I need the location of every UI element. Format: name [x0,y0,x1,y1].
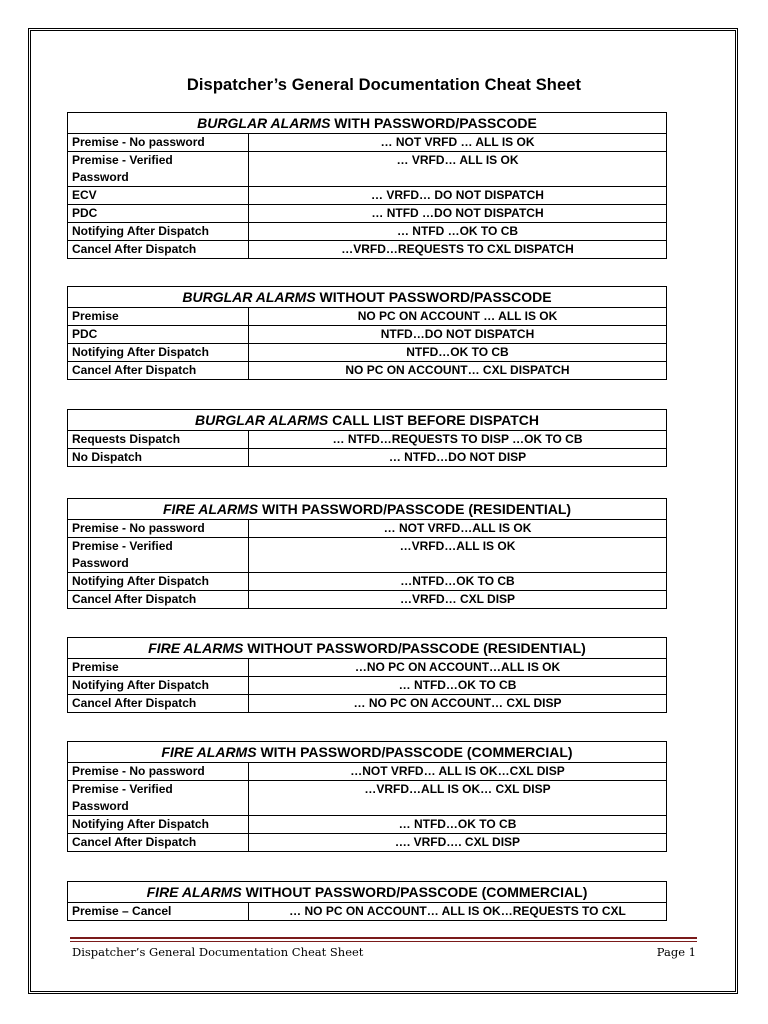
row-value: …NO PC ON ACCOUNT…ALL IS OK [249,659,667,677]
row-label: Premise - No password [68,763,249,781]
table-row [68,538,667,573]
table-row [68,205,667,223]
section-header-type: WITHOUT PASSWORD/PASSCODE (COMMERCIAL) [241,884,588,900]
section-header [68,113,667,134]
section-header-type: CALL LIST BEFORE DISPATCH [328,412,540,428]
section-table [67,409,667,467]
section-header-category: BURGLAR ALARMS [197,115,331,131]
table-row [68,677,667,695]
section-header [68,882,667,903]
row-value: NTFD…OK TO CB [249,344,667,362]
section-header [68,410,667,431]
table-row [68,326,667,344]
table-row [68,308,667,326]
row-label: Premise - Verified Password [68,538,249,573]
table-row [68,449,667,467]
page-title: Dispatcher’s General Documentation Cheat Sheet [186,76,582,94]
table-row [68,816,667,834]
row-value: NO PC ON ACCOUNT… CXL DISPATCH [249,362,667,380]
table-row [68,344,667,362]
row-value: NTFD…DO NOT DISPATCH [249,326,667,344]
table-row [68,241,667,259]
row-value: … NO PC ON ACCOUNT… CXL DISP [249,695,667,713]
section-table [67,498,667,609]
table-row [68,695,667,713]
table-row [68,134,667,152]
row-label: Premise - No password [68,520,249,538]
section-header-category: FIRE ALARMS [148,640,244,656]
row-value: …NTFD…OK TO CB [249,573,667,591]
table-row [68,152,667,187]
row-label: Premise [68,308,249,326]
row-label: Notifying After Dispatch [68,223,249,241]
section-header [68,638,667,659]
table-row [68,659,667,677]
row-label: Premise - Verified Password [68,781,249,816]
table-row [68,431,667,449]
row-label: ECV [68,187,249,205]
row-label: Premise [68,659,249,677]
section-header-category: FIRE ALARMS [161,744,257,760]
table-row [68,187,667,205]
row-label: No Dispatch [68,449,249,467]
row-label: Cancel After Dispatch [68,591,249,609]
row-label: Cancel After Dispatch [68,241,249,259]
row-value: … NTFD…REQUESTS TO DISP …OK TO CB [249,431,667,449]
section-header-category: FIRE ALARMS [146,884,242,900]
section-header-type: WITHOUT PASSWORD/PASSCODE (RESIDENTIAL) [243,640,586,656]
section-header [68,499,667,520]
row-value: …VRFD…ALL IS OK… CXL DISP [249,781,667,816]
table-row [68,362,667,380]
footer-rule-thin [70,941,697,942]
row-label: Cancel After Dispatch [68,695,249,713]
row-value: …. VRFD…. CXL DISP [249,834,667,852]
table-row [68,834,667,852]
footer-rule [70,937,697,939]
row-value: … NO PC ON ACCOUNT… ALL IS OK…REQUESTS TO CXL [249,903,667,921]
table-row [68,573,667,591]
section-header-type: WITHOUT PASSWORD/PASSCODE [315,289,552,305]
section-header-category: BURGLAR ALARMS [194,412,329,428]
table-row [68,591,667,609]
row-value: … NTFD …DO NOT DISPATCH [249,205,667,223]
row-label: Notifying After Dispatch [68,816,249,834]
section-table [67,741,667,852]
table-row [68,903,667,921]
section-table [67,286,667,380]
row-label: Cancel After Dispatch [68,834,249,852]
table-row [68,520,667,538]
row-value: … VRFD… DO NOT DISPATCH [249,187,667,205]
row-label: Premise – Cancel [68,903,249,921]
section-header [68,742,667,763]
table-row [68,223,667,241]
section-header-category: BURGLAR ALARMS [182,289,316,305]
section-header-type: WITH PASSWORD/PASSCODE [330,115,537,131]
row-value: … NOT VRFD … ALL IS OK [249,134,667,152]
row-value: … NTFD…DO NOT DISP [249,449,667,467]
row-label: Requests Dispatch [68,431,249,449]
row-value: … NOT VRFD…ALL IS OK [249,520,667,538]
row-value: …VRFD…REQUESTS TO CXL DISPATCH [249,241,667,259]
row-value: …VRFD…ALL IS OK [249,538,667,573]
table-row [68,763,667,781]
row-value: … VRFD… ALL IS OK [249,152,667,187]
section-header-type: WITH PASSWORD/PASSCODE (COMMERCIAL) [256,744,573,760]
row-label: PDC [68,326,249,344]
row-value: … NTFD…OK TO CB [249,677,667,695]
row-value: …VRFD… CXL DISP [249,591,667,609]
row-label: Notifying After Dispatch [68,677,249,695]
section-table [67,637,667,713]
row-label: Premise - Verified Password [68,152,249,187]
table-row [68,781,667,816]
row-label: Notifying After Dispatch [68,573,249,591]
footer-title: Dispatcher’s General Documentation Cheat Sheet [72,945,364,959]
row-label: PDC [68,205,249,223]
row-value: … NTFD…OK TO CB [249,816,667,834]
section-table [67,881,667,921]
section-header [68,287,667,308]
footer-page-number: Page 1 [656,945,696,959]
section-header-category: FIRE ALARMS [162,501,259,517]
row-value: NO PC ON ACCOUNT … ALL IS OK [249,308,667,326]
section-table [67,112,667,259]
row-label: Notifying After Dispatch [68,344,249,362]
row-value: … NTFD …OK TO CB [249,223,667,241]
row-label: Premise - No password [68,134,249,152]
row-value: …NOT VRFD… ALL IS OK…CXL DISP [249,763,667,781]
section-header-type: WITH PASSWORD/PASSCODE (RESIDENTIAL) [258,501,572,517]
row-label: Cancel After Dispatch [68,362,249,380]
